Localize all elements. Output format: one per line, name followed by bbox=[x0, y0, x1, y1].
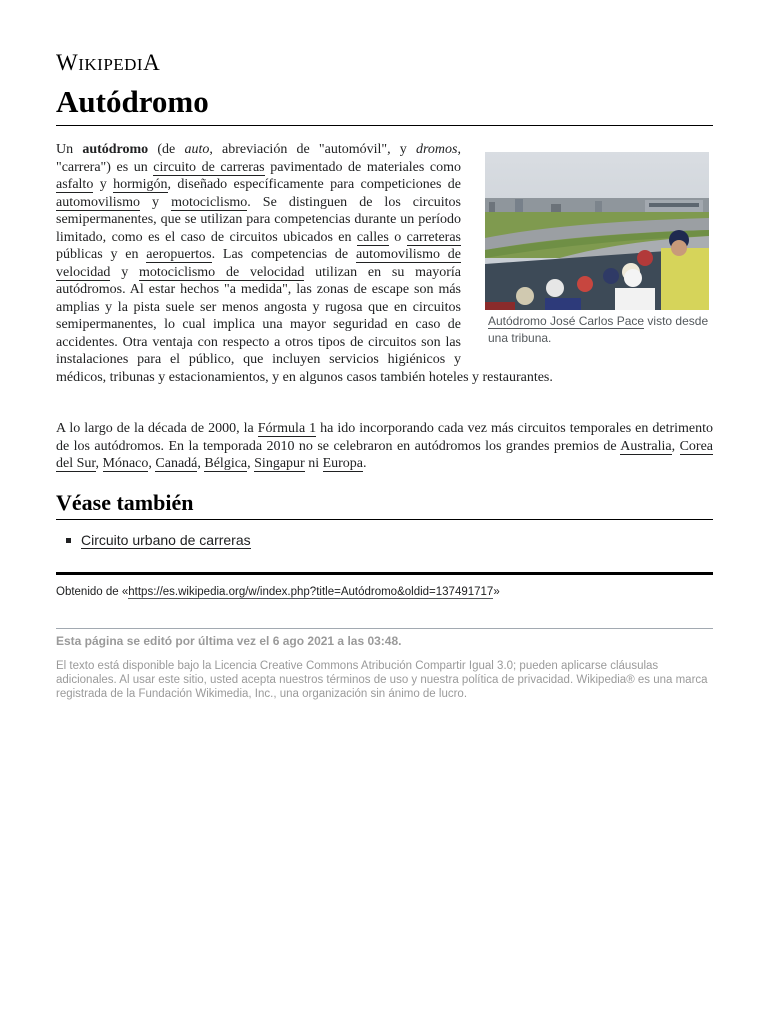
link-circuito-urbano-de-carreras[interactable]: Circuito urbano de carreras bbox=[81, 532, 251, 548]
link-automovilismo-de-velocidad[interactable]: automovilismo de velocidad bbox=[56, 247, 461, 280]
wikipedia-wordmark[interactable] bbox=[56, 50, 160, 76]
text: , bbox=[247, 456, 255, 471]
text: , bbox=[671, 438, 680, 454]
wordmark-smallcaps: IKIPEDI bbox=[78, 55, 144, 74]
text: ni bbox=[304, 456, 323, 471]
text: ha ido incorporando cada vez más circuitos temporales en detrimento de los autódromos. En la temporada 2010 no se celebraron en autódromos los grandes premios de bbox=[56, 421, 714, 454]
page-title: Autódromo bbox=[56, 84, 209, 119]
title-divider bbox=[56, 125, 713, 126]
text: . Se distinguen de los circuitos semipermanentes, que se utilizan para competencias durante un período limitado, como es el caso de circuitos ubicados en bbox=[56, 194, 462, 245]
text: , diseñado específicamente para competiciones de bbox=[167, 177, 461, 192]
link-carreteras[interactable]: carreteras bbox=[406, 229, 462, 245]
link-australia[interactable]: Australia bbox=[620, 438, 672, 454]
link-asfalto[interactable]: asfalto bbox=[56, 177, 94, 192]
link-automovilismo[interactable]: automovilismo bbox=[56, 194, 140, 210]
retrieved-from bbox=[56, 586, 500, 598]
text: . bbox=[363, 456, 367, 471]
text: utilizan en su mayoría autódromos. Al estar hechos "a medida", las zonas de escape son más amplias y la pista suele ser menos angosta y rugosa que en circuitos semipermanentes, lo cual implica una mayor seguridad en caso de accidentes. Otra ventaja con respecto a otros tipos de circuitos son las instalaciones para el público, que incluyen servicios higiénicos y médicos, tribunas y estacionamientos, y en algunos casos también hoteles y restaurantes. bbox=[56, 264, 553, 385]
list-item bbox=[56, 531, 251, 549]
text: Un bbox=[56, 142, 83, 157]
link-motociclismo-de-velocidad[interactable]: motociclismo de velocidad bbox=[138, 264, 305, 280]
link-calles[interactable]: calles bbox=[356, 229, 389, 245]
text: A lo largo de la década de 2000, la bbox=[56, 421, 258, 436]
italic-term: dromos bbox=[416, 142, 458, 157]
text: y bbox=[93, 177, 114, 192]
permanent-url-link[interactable]: https://es.wikipedia.org/w/index.php?title=Autódromo&oldid=137491717 bbox=[128, 586, 494, 598]
lead-paragraph bbox=[56, 141, 713, 386]
figure-caption bbox=[485, 313, 709, 347]
bold-term: autódromo bbox=[82, 142, 149, 157]
link-aeropuertos[interactable]: aeropuertos bbox=[146, 247, 212, 262]
text: pavimentado de materiales como bbox=[264, 159, 462, 175]
caption-text: visto desde una tribuna. bbox=[488, 314, 709, 345]
link-motociclismo[interactable]: motociclismo bbox=[171, 194, 248, 210]
text: » bbox=[493, 586, 500, 598]
section-divider bbox=[56, 519, 713, 520]
caption-link-autodromo-jose-carlos-pace[interactable]: Autódromo José Carlos Pace bbox=[488, 314, 645, 328]
link-formula-1[interactable]: Fórmula 1 bbox=[257, 421, 317, 436]
text: Obtenido de « bbox=[56, 586, 129, 598]
link-monaco[interactable]: Mónaco bbox=[102, 456, 149, 471]
text: , "carrera") es un bbox=[56, 142, 461, 175]
text: o bbox=[388, 229, 407, 245]
bullet-icon bbox=[66, 538, 71, 543]
link-singapur[interactable]: Singapur bbox=[254, 456, 305, 471]
racetrack-photo[interactable] bbox=[485, 152, 709, 310]
paragraph-two-text bbox=[56, 420, 713, 473]
footer-divider bbox=[56, 628, 713, 629]
wordmark-initial: W bbox=[56, 50, 79, 75]
link-corea-del-sur[interactable]: Corea del Sur bbox=[56, 438, 713, 471]
text: (de bbox=[148, 142, 185, 157]
section-heading-see-also: Véase también bbox=[56, 490, 194, 515]
link-canada[interactable]: Canadá bbox=[155, 456, 198, 471]
link-hormigon[interactable]: hormigón bbox=[113, 177, 168, 192]
see-also-list bbox=[56, 531, 251, 549]
text: , bbox=[197, 456, 205, 471]
paragraph-two bbox=[56, 420, 713, 473]
text: . Las competencias de bbox=[211, 247, 356, 262]
text: , abreviación de "automóvil", y bbox=[209, 142, 416, 157]
italic-term: auto bbox=[184, 142, 210, 157]
license-notice: El texto está disponible bajo la Licencia Creative Commons Atribución Compartir Igual 3.0; pueden aplicarse cláusulas adicionales. Al usar este sitio, usted acepta nuestros términos de uso y nuestra política de privacidad. Wikipedia® es una marca registrada de la Fundación Wikimedia, Inc., una organización sin ánimo de lucro. bbox=[56, 660, 708, 700]
content-end-divider bbox=[56, 572, 713, 575]
text: públicas y en bbox=[56, 247, 147, 262]
last-edited-notice: Esta página se editó por última vez el 6 ago 2021 a las 03:48. bbox=[56, 634, 402, 648]
text: y bbox=[110, 264, 139, 280]
text: y bbox=[140, 194, 172, 210]
link-circuito-de-carreras[interactable]: circuito de carreras bbox=[153, 159, 265, 175]
link-belgica[interactable]: Bélgica bbox=[204, 456, 248, 471]
link-europa[interactable]: Europa bbox=[322, 456, 364, 471]
text: , bbox=[95, 456, 103, 471]
wordmark-final: A bbox=[143, 50, 161, 75]
text: , bbox=[148, 456, 156, 471]
thumbnail-figure bbox=[485, 152, 709, 347]
